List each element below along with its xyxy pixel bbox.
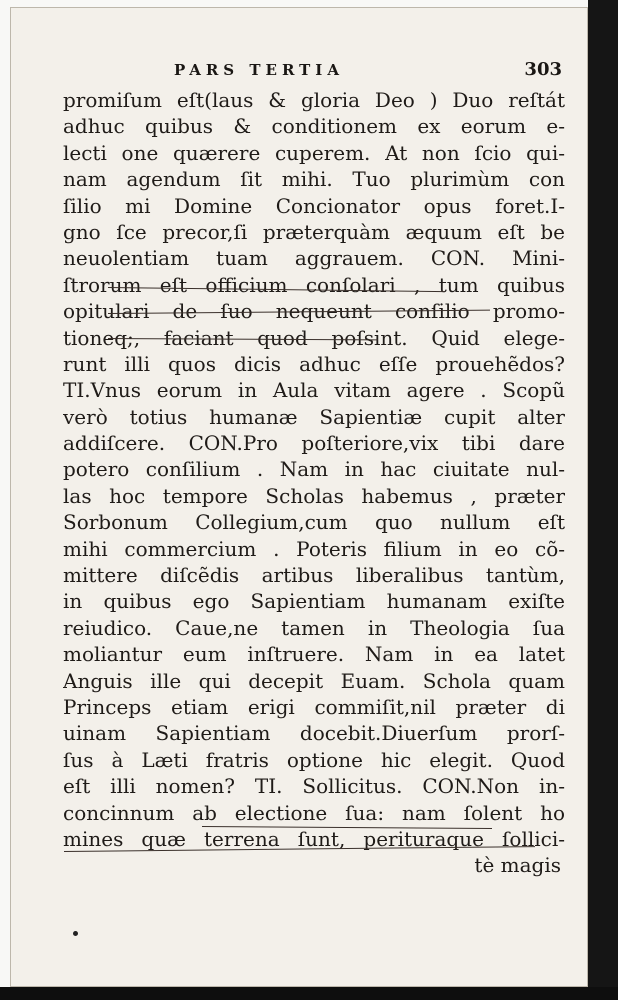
scan-top-margin [0,0,618,7]
text-line: ſtrorum eſt officium conſolari , tum quibus [63,272,565,297]
scan-bottom-border [0,987,618,1000]
text-line: uinam Sapientiam docebit.Diuerſum prorſ- [63,721,565,746]
text-line: TI.Vnus eorum in Aula vitam agere . Scopũ [63,378,565,403]
text-line: concinnum ab electione ſua: nam ſolent ho [63,800,565,825]
text-line: eſt illi nomen? TI. Sollicitus. CON.Non in- [63,774,565,799]
text-line: las hoc tempore Scholas habemus , præter [63,483,565,508]
text-line: verò totius humanæ Sapientiæ cupit alter [63,404,565,429]
text-line: potero conſilium . Nam in hac ciuitate nul- [63,457,565,482]
text-line: adhuc quibus & conditionem ex eorum e- [63,114,565,139]
text-line: nam agendum ſit mihi. Tuo plurimùm con [63,167,565,192]
text-line: Sorbonum Collegium,cum quo nullum eſt [63,510,565,535]
text-line: mines quæ terrena ſunt, perituraque ſollici- [63,826,565,851]
page-number: 303 [524,59,562,80]
text-line: moliantur eum inſtruere. Nam in ea latet [63,642,565,667]
body-text [63,87,565,879]
text-line: promiſum eſt(laus & gloria Deo ) Duo reſtát [63,88,565,112]
text-line: mihi commercium . Poteris filium in eo cõ- [63,536,565,561]
text-line: neuolentiam tuam aggrauem. CON. Mini- [63,246,565,271]
text-line: gno ſce precor,ſi præterquàm æquum eſt be [63,219,565,244]
page-header [174,59,562,87]
text-line: addiſcere. CON.Pro poſteriore,vix tibi dare [63,431,565,456]
text-line: opitulari de ſuo nequeunt conſilio promo- [63,299,565,324]
running-title: PARS TERTIA [174,61,344,79]
book-page [10,7,588,987]
text-line: Princeps etiam erigi commiſit,nil præter di [63,694,565,719]
scan-right-border [588,0,618,1000]
scan-left-margin [0,0,10,1000]
text-line: runt illi quos dicis adhuc eſſe prouehẽdos? [63,351,565,376]
text-line: mittere diſcẽdis artibus liberalibus tantùm, [63,563,565,588]
ink-spot [73,931,78,936]
text-line: ſus à Læti fratris optione hic elegit. Quod [63,747,565,772]
text-line: in quibus ego Sapientiam humanam exiſte [63,589,565,614]
text-line: tioneq;, faciant quod poſsint. Quid elege- [63,325,565,350]
text-line: ſilio mi Domine Concionator opus foret.I- [63,193,565,218]
text-line: Anguis ille qui decepit Euam. Schola quam [63,668,565,693]
text-line: lecti one quærere cuperem. At non ſcio qui- [63,140,565,165]
text-line: reiudico. Caue,ne tamen in Theologia ſua [63,615,565,640]
catchword: tè magis [474,853,561,878]
